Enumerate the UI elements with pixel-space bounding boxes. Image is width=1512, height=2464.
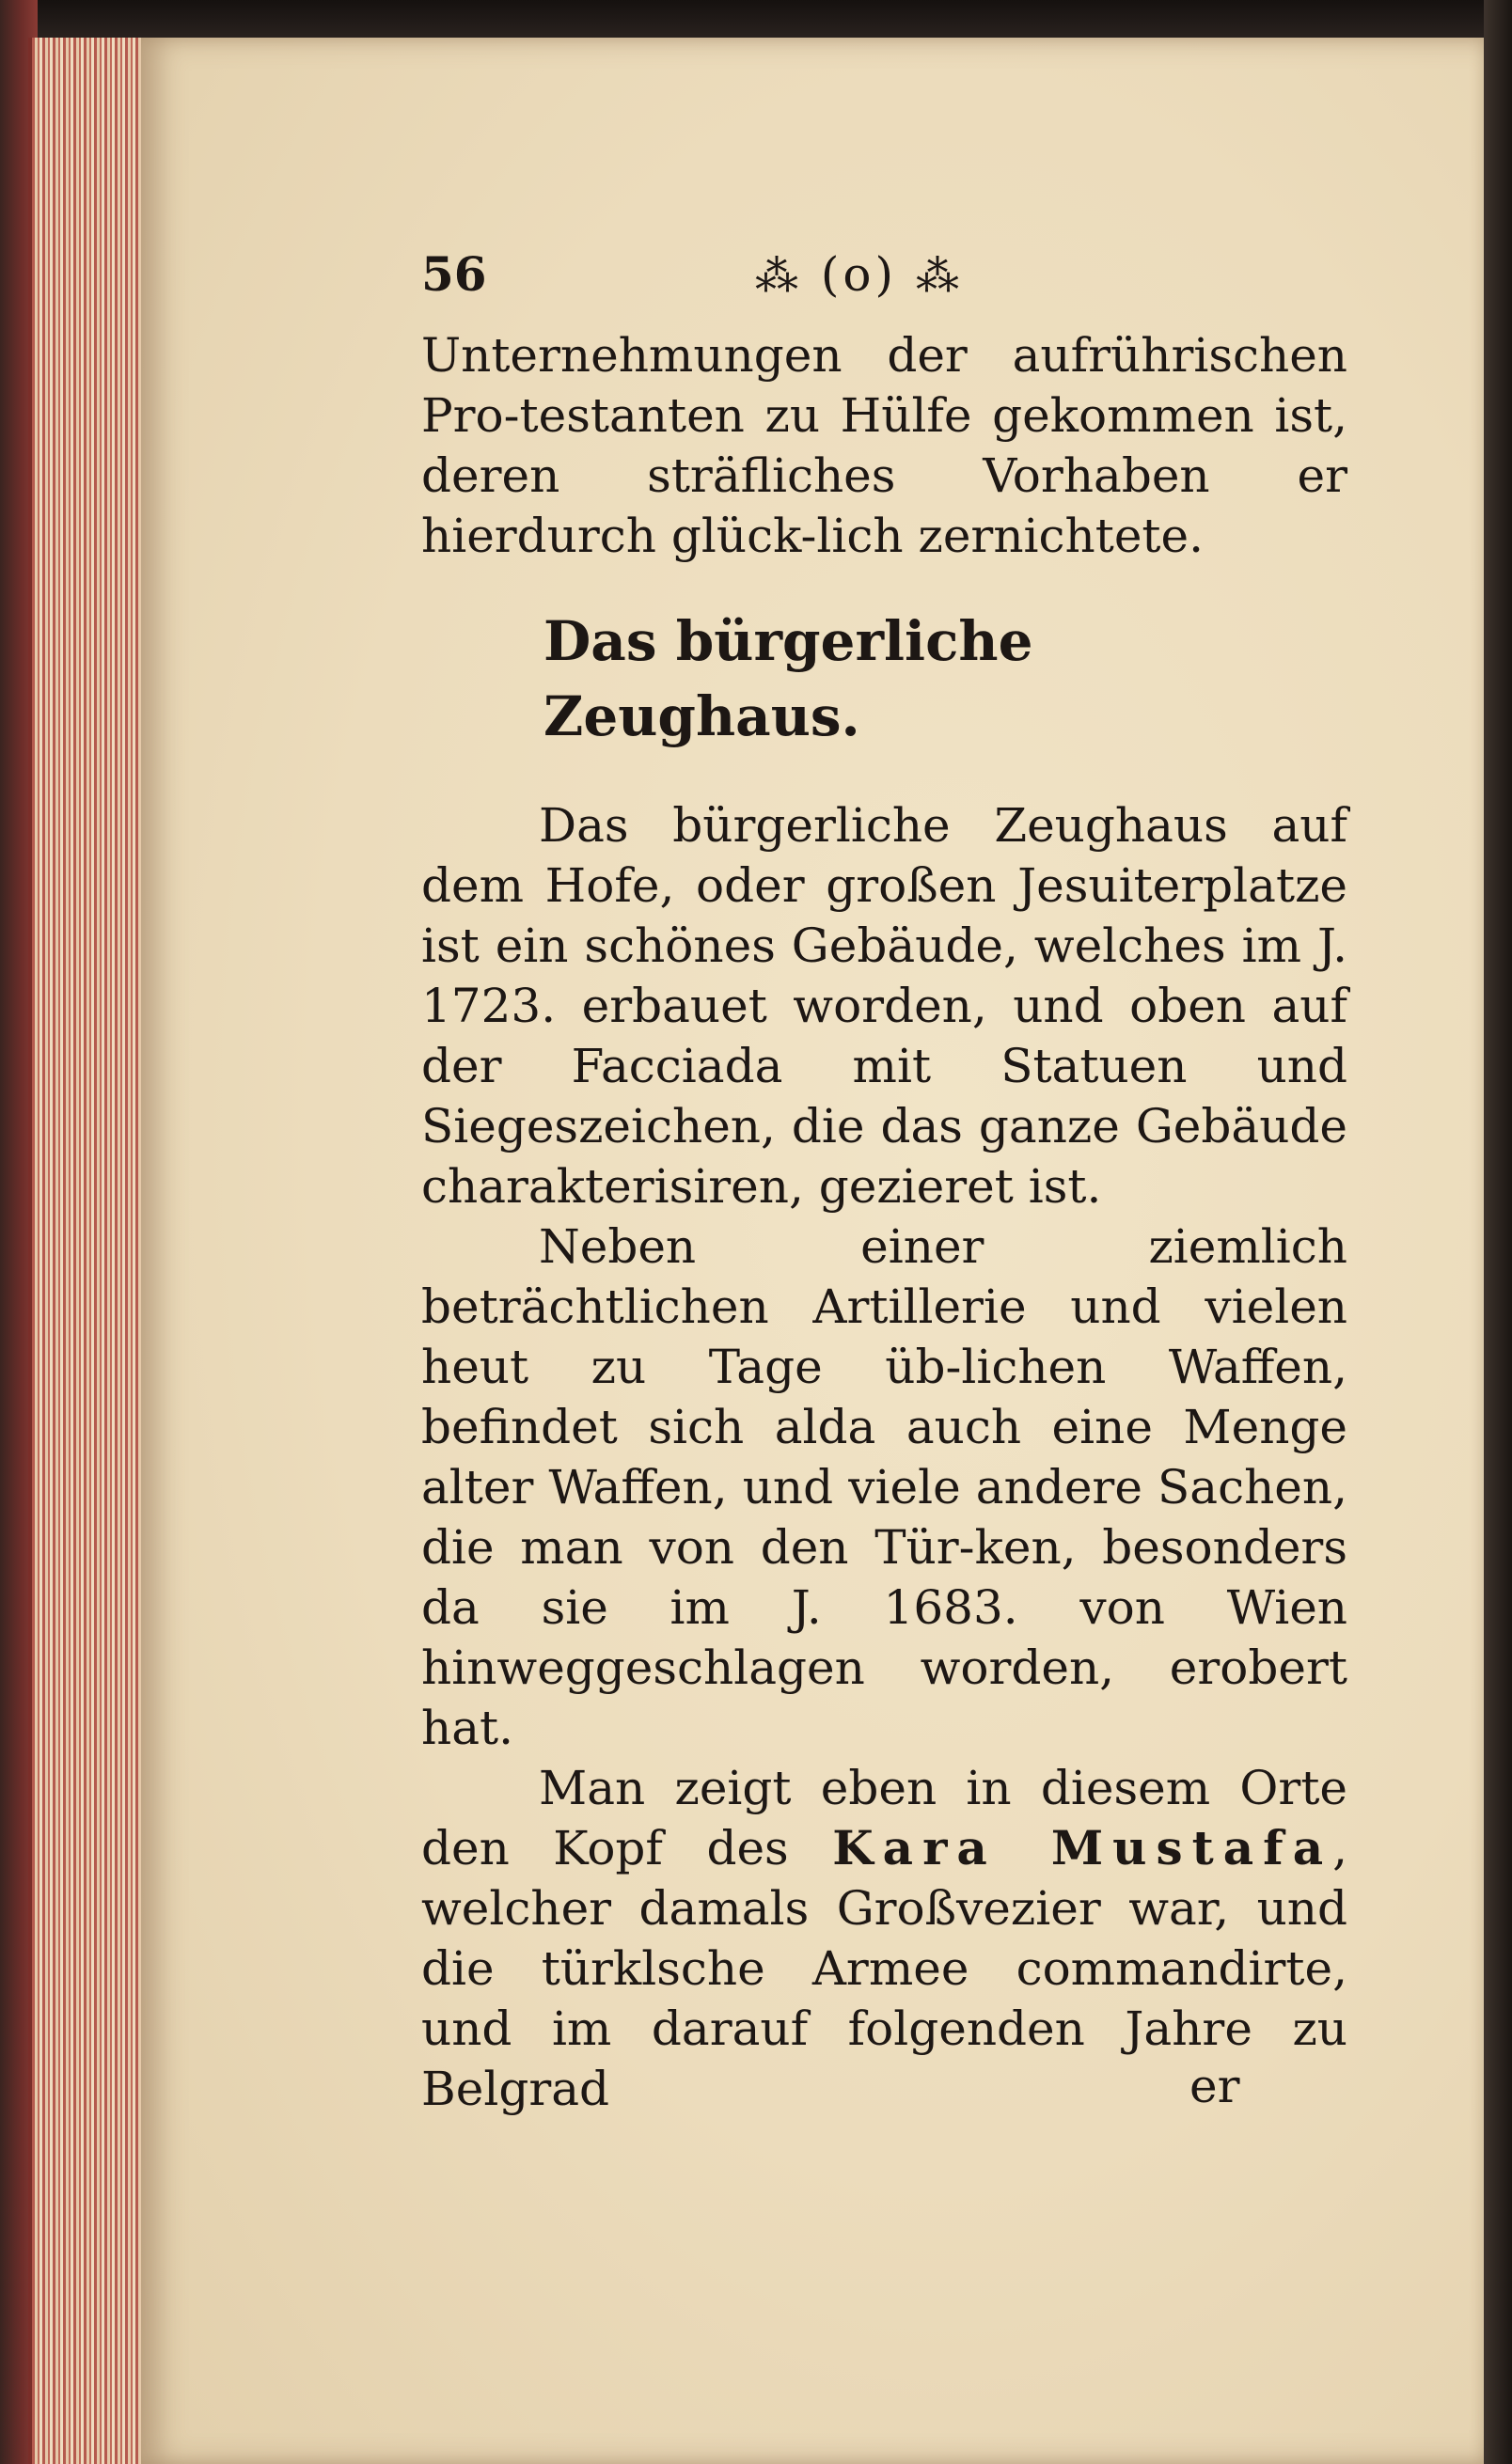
section-heading: Das bürgerliche Zeughaus. xyxy=(543,609,1033,748)
paragraph-zeughaus: Das bürgerliche Zeughaus auf dem Hofe, oder großen Jesuiterplatze ist ein schönes Gebäude, welches im J. 1723. erbauet worden, und oben auf der Facciada mit Statuen und Siegeszeichen, die das ganze Gebäude charakterisiren, gezieret ist. xyxy=(421,798,1347,1214)
ornament-center: (o) xyxy=(820,247,898,302)
catchword: er xyxy=(1189,2059,1240,2113)
paragraph-kara-mustafa-start: Man zeigt eben in diesem Orte den Kopf des xyxy=(421,1761,1347,1875)
page-number: 56 xyxy=(421,246,487,302)
ornament-left-icon: ⁂ xyxy=(755,250,802,301)
name-kara-mustafa: Kara Mustafa xyxy=(832,1820,1333,1875)
stacked-page-edges xyxy=(28,38,154,2464)
scan-background-top xyxy=(0,0,1512,41)
ornament-right-icon: ⁂ xyxy=(915,250,963,301)
page-text xyxy=(421,244,1347,2119)
scan-background-right xyxy=(1484,0,1512,2464)
running-header xyxy=(421,244,1347,320)
paragraph-continued: Unternehmungen der aufrührischen Pro-testanten zu Hülfe gekommen ist, deren sträfliches Vorhaben er hierdurch glück-lich zernichtete. xyxy=(421,328,1347,563)
paragraph-artillerie: Neben einer ziemlich beträchtlichen Artillerie und vielen heut zu Tage üb-lichen Waffen, befindet sich alda auch eine Menge alter Waffen, und viele andere Sachen, die man von den Tür-ken, besonders da sie im J. 1683. von Wien hinweggeschlagen worden, erobert hat. xyxy=(421,1219,1347,1755)
header-ornament xyxy=(755,244,963,306)
paragraph-kara-mustafa-end: , welcher damals Großvezier war, und die türklsche Armee commandirte, und im darauf folgenden Jahre zu Belgrad xyxy=(421,1821,1347,2116)
